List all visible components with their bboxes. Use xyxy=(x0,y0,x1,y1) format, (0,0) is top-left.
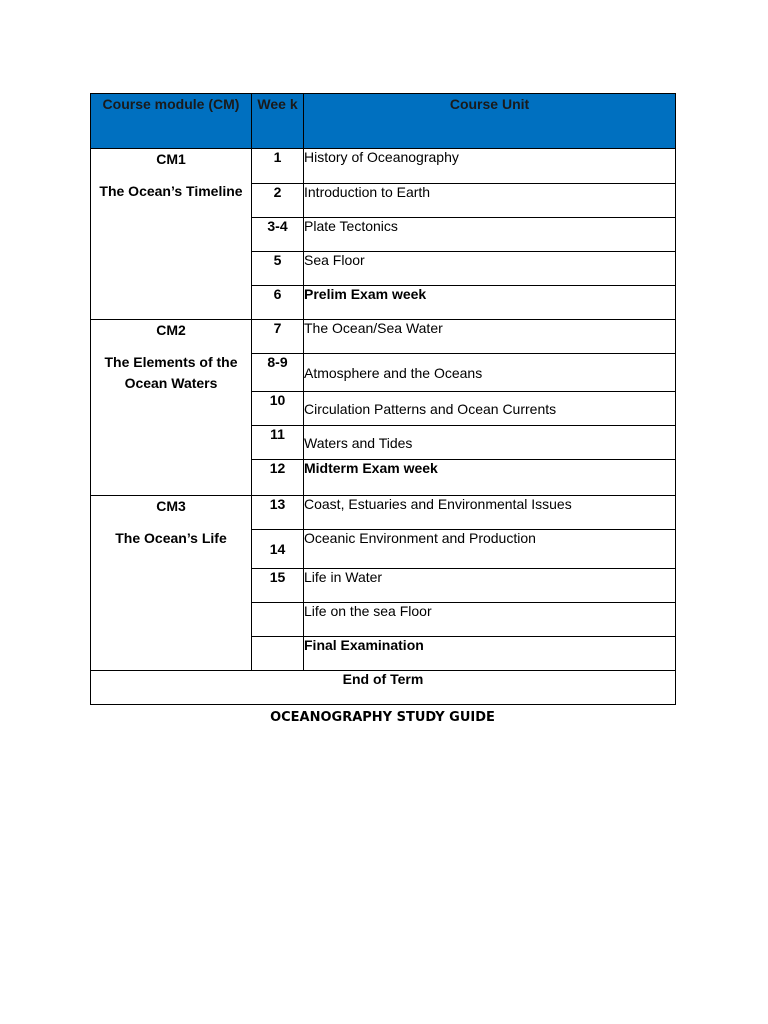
week-cell: 6 xyxy=(252,286,304,320)
end-of-term-cell: End of Term xyxy=(91,671,676,705)
study-guide-table xyxy=(90,93,676,705)
week-cell: 7 xyxy=(252,320,304,354)
week-cell xyxy=(252,603,304,637)
week-cell: 15 xyxy=(252,569,304,603)
module-cell-cm3 xyxy=(91,496,252,671)
module-cell-cm1 xyxy=(91,149,252,320)
module-code: CM3 xyxy=(156,498,186,514)
week-cell xyxy=(252,637,304,671)
module-cell-cm2 xyxy=(91,320,252,496)
header-course-unit: Course Unit xyxy=(304,94,676,149)
unit-cell: Circulation Patterns and Ocean Currents xyxy=(304,392,676,426)
table-row xyxy=(91,496,676,530)
week-cell: 14 xyxy=(252,530,304,569)
table-row xyxy=(91,320,676,354)
week-cell: 5 xyxy=(252,252,304,286)
week-cell: 1 xyxy=(252,149,304,184)
module-code: CM2 xyxy=(156,322,186,338)
table-row xyxy=(91,149,676,184)
unit-cell-exam: Final Examination xyxy=(304,637,676,671)
unit-cell: Plate Tectonics xyxy=(304,218,676,252)
unit-cell: Coast, Estuaries and Environmental Issues xyxy=(304,496,676,530)
unit-cell-exam: Midterm Exam week xyxy=(304,460,676,496)
week-cell: 2 xyxy=(252,184,304,218)
table-row-end-of-term xyxy=(91,671,676,705)
table-header-row xyxy=(91,94,676,149)
unit-cell: Waters and Tides xyxy=(304,426,676,460)
week-cell: 8-9 xyxy=(252,354,304,392)
unit-cell: Life in Water xyxy=(304,569,676,603)
unit-cell: Life on the sea Floor xyxy=(304,603,676,637)
week-cell: 10 xyxy=(252,392,304,426)
unit-cell: Sea Floor xyxy=(304,252,676,286)
document-caption: OCEANOGRAPHY STUDY GUIDE xyxy=(270,710,495,725)
module-title: The Ocean’s Timeline xyxy=(99,183,243,199)
unit-cell: Atmosphere and the Oceans xyxy=(304,354,676,392)
header-week: Wee k xyxy=(252,94,304,149)
module-code: CM1 xyxy=(156,151,186,167)
unit-cell: The Ocean/Sea Water xyxy=(304,320,676,354)
module-title: The Ocean’s Life xyxy=(115,530,227,546)
unit-cell: Introduction to Earth xyxy=(304,184,676,218)
week-cell: 13 xyxy=(252,496,304,530)
week-cell: 3-4 xyxy=(252,218,304,252)
unit-cell: Oceanic Environment and Production xyxy=(304,530,676,569)
week-cell: 12 xyxy=(252,460,304,496)
header-course-module: Course module (CM) xyxy=(91,94,252,149)
unit-cell-exam: Prelim Exam week xyxy=(304,286,676,320)
unit-cell: History of Oceanography xyxy=(304,149,676,184)
module-title: The Elements of the Ocean Waters xyxy=(104,354,238,391)
week-cell: 11 xyxy=(252,426,304,460)
